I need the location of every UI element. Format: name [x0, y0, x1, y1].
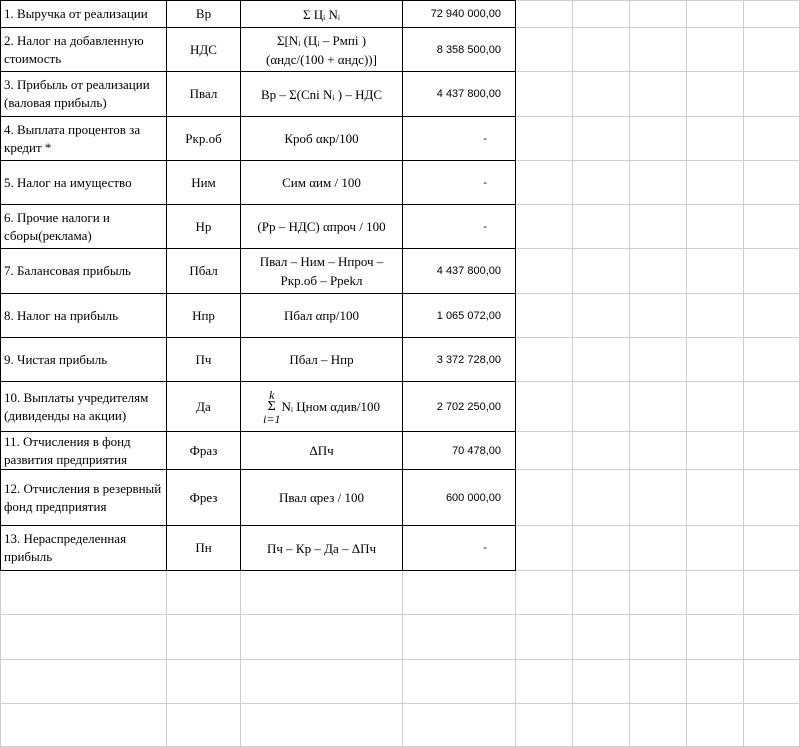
- row-10-value: 2 702 250,00: [436, 400, 501, 413]
- indicator-name: 11. Отчисления в фонд развития предприятия: [4, 433, 131, 467]
- row-8-value: 1 065 072,00: [436, 309, 501, 322]
- grid-vline: [743, 0, 744, 747]
- grid-hline: [0, 659, 800, 660]
- grid-vline: [629, 0, 630, 747]
- row-3-name: [1, 72, 166, 116]
- row-5-name: [1, 161, 166, 204]
- indicator-name: 7. Балансовая прибыль: [4, 263, 131, 278]
- row-12-formula: Пвал αрез / 100: [279, 490, 364, 505]
- row-13-value: -: [483, 542, 487, 554]
- row-1-name: [1, 1, 166, 27]
- formula-line: Ркр.об – Рреkл: [280, 273, 363, 288]
- sum-lower: i=1: [263, 411, 281, 426]
- indicator-name: 1. Выручка от реализации: [4, 6, 148, 21]
- row-10-name: [1, 382, 166, 431]
- row-13-name: [1, 526, 166, 570]
- row-12-value: 600 000,00: [445, 491, 501, 504]
- row-1-formula: Σ Цᵢ Nᵢ: [302, 6, 341, 22]
- row-1-code: Вр: [195, 6, 212, 21]
- row-11-code: Фраз: [189, 442, 218, 458]
- indicator-name: 5. Налог на имущество: [4, 174, 132, 190]
- row-11-value: 70 478,00: [452, 444, 501, 457]
- sum-sigma: Σ: [267, 398, 276, 414]
- sum-body: Nᵢ Цном αдив/100: [281, 399, 380, 414]
- table-border-h: [0, 570, 516, 571]
- row-4-code: Ркр.об: [185, 130, 222, 146]
- row-9-value: 3 372 728,00: [436, 353, 501, 366]
- row-10-code: Да: [196, 398, 211, 414]
- grid-hline: [0, 703, 800, 704]
- row-3-code: Пвал: [189, 86, 218, 101]
- indicator-name: 3. Прибыль от реализации (валовая прибыль): [4, 77, 150, 110]
- indicator-name: 10. Выплаты учредителям (дивиденды на акции): [4, 389, 149, 423]
- indicator-name: 4. Выплата процентов за кредит *: [4, 121, 141, 155]
- row-2-name: [1, 28, 166, 71]
- row-3-value: 4 437 800,00: [436, 88, 501, 100]
- row-9-name: [1, 338, 166, 381]
- row-4-name: [1, 117, 166, 160]
- row-10-formula: [241, 382, 402, 431]
- summation-sign: [263, 389, 280, 425]
- row-8-formula: Пбал αпр/100: [283, 308, 359, 323]
- indicator-name: 9. Чистая прибыль: [4, 351, 108, 367]
- row-6-code: Нр: [195, 218, 212, 234]
- indicator-name: 13. Нераспределенная прибыль: [4, 531, 127, 564]
- row-6-name: [1, 205, 166, 248]
- row-7-value: 4 437 800,00: [436, 265, 501, 277]
- row-7-code: Пбал: [189, 263, 218, 278]
- row-5-formula: Сим αим / 100: [282, 175, 361, 190]
- row-9-code: Пч: [195, 351, 212, 367]
- grid-hline: [0, 614, 800, 615]
- formula-line: Σ[Nᵢ (Цᵢ – Рмпi ): [276, 32, 367, 48]
- row-9-formula: Пбал – Нпр: [289, 352, 354, 367]
- sum-upper: k: [269, 387, 275, 402]
- indicator-name: 2. Налог на добавленную стоимость: [4, 32, 144, 66]
- row-8-code: Нпр: [192, 307, 215, 323]
- row-2-value: 8 358 500,00: [436, 43, 501, 56]
- row-12-name: [1, 470, 166, 525]
- grid-vline: [572, 0, 573, 747]
- row-5-code: Ним: [191, 174, 216, 190]
- row-1-value: 72 940 000,00: [430, 8, 501, 20]
- row-7-formula: [241, 249, 402, 293]
- row-3-formula: Вр – Σ(Сni Nᵢ ) – НДС: [260, 86, 383, 102]
- indicator-name: 12. Отчисления в резервный фонд предприятия: [4, 480, 162, 514]
- row-12-code: Фрез: [189, 489, 218, 505]
- table-border-v: [515, 0, 516, 571]
- formula-line: Пвал – Ним – Нпроч –: [259, 254, 384, 269]
- row-13-formula: Пч – Кр – Да – ΔПч: [266, 540, 377, 556]
- row-13-code: Пн: [195, 540, 212, 555]
- indicator-name: 8. Налог на прибыль: [4, 307, 118, 323]
- indicator-name: 6. Прочие налоги и сборы(реклама): [4, 209, 110, 243]
- row-6-formula: (Рр – НДС) αпроч / 100: [257, 219, 386, 234]
- row-4-formula: Кроб αкр/100: [284, 131, 359, 146]
- row-11-formula: ΔПч: [309, 443, 334, 458]
- grid-vline: [686, 0, 687, 747]
- row-2-formula: [241, 28, 402, 71]
- row-6-value: -: [483, 220, 487, 233]
- row-11-name: [1, 432, 166, 469]
- row-7-name: [1, 249, 166, 293]
- sum-formula: [263, 389, 380, 425]
- row-8-name: [1, 294, 166, 337]
- row-2-code: НДС: [190, 41, 217, 57]
- row-5-value: -: [483, 176, 487, 189]
- row-4-value: -: [483, 132, 487, 145]
- formula-line: (αндс/(100 + αндс))]: [266, 51, 377, 67]
